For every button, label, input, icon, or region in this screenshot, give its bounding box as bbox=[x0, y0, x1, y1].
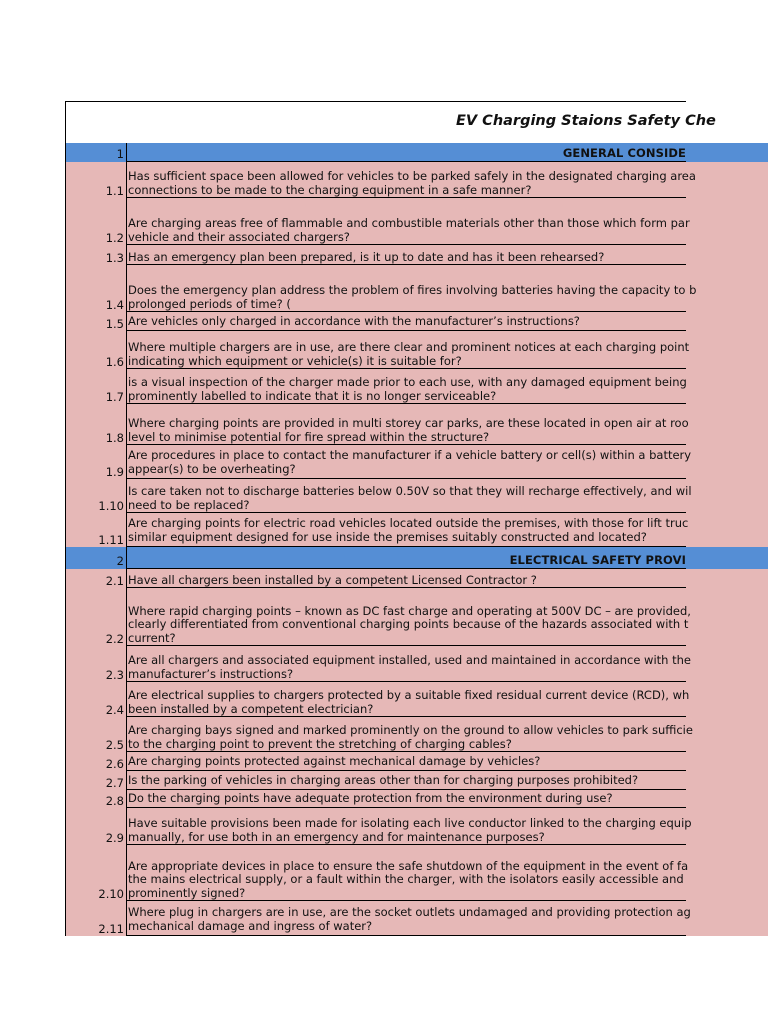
question-text bbox=[128, 860, 688, 901]
item-number: 1.6 bbox=[105, 354, 124, 369]
section-header-row[interactable] bbox=[65, 143, 768, 162]
question-text bbox=[128, 170, 696, 197]
text-line: Is care taken not to discharge batteries below 0.50V so that they will recharge effectively, and wil bbox=[128, 484, 692, 498]
question-cell[interactable] bbox=[127, 845, 689, 901]
text-line: the mains electrical supply, or a fault within the charger, with the isolators easily accessible and bbox=[128, 872, 684, 886]
checklist-row[interactable] bbox=[65, 312, 768, 331]
section-header-row[interactable] bbox=[65, 547, 768, 569]
checklist-row[interactable] bbox=[65, 513, 768, 547]
text-line: prominently signed? bbox=[128, 885, 246, 900]
text-line: GENERAL CONSIDE bbox=[562, 145, 686, 160]
checklist-row[interactable] bbox=[65, 845, 768, 901]
text-line: need to be replaced? bbox=[128, 497, 250, 512]
item-number-cell bbox=[65, 547, 127, 569]
question-cell[interactable] bbox=[127, 513, 689, 547]
item-number-cell bbox=[65, 369, 127, 404]
question-cell[interactable] bbox=[127, 771, 686, 790]
item-number-cell bbox=[65, 717, 127, 752]
checklist-row[interactable] bbox=[65, 771, 768, 790]
question-text bbox=[128, 906, 691, 933]
text-line: Are electrical supplies to chargers protected by a suitable fixed residual current device (RCD), wh bbox=[128, 688, 690, 702]
item-number-cell bbox=[65, 588, 127, 646]
text-line: been installed by a competent electrician? bbox=[128, 701, 374, 716]
item-number-cell bbox=[65, 682, 127, 717]
item-number: 2.9 bbox=[105, 830, 124, 845]
text-line: Has sufficient space been allowed for vehicles to be parked safely in the designated charging area bbox=[128, 169, 696, 183]
item-number-cell bbox=[65, 771, 127, 790]
title-cell[interactable] bbox=[65, 101, 716, 143]
item-number-cell bbox=[65, 404, 127, 445]
checklist-row[interactable] bbox=[65, 717, 768, 752]
question-text bbox=[128, 755, 540, 769]
item-number-cell bbox=[65, 845, 127, 901]
text-line: Are all chargers and associated equipment installed, used and maintained in accordance with the bbox=[128, 653, 691, 667]
question-text bbox=[128, 376, 687, 403]
question-text bbox=[128, 817, 692, 844]
checklist-row[interactable] bbox=[65, 245, 768, 265]
text-line: prolonged periods of time? ( bbox=[128, 296, 291, 311]
question-cell[interactable] bbox=[127, 331, 690, 369]
question-cell[interactable] bbox=[127, 369, 686, 404]
item-number-cell bbox=[65, 198, 127, 245]
question-cell[interactable] bbox=[127, 790, 686, 808]
question-text bbox=[128, 485, 692, 512]
question-cell[interactable] bbox=[127, 588, 691, 646]
item-number: 1.9 bbox=[105, 464, 124, 479]
question-text bbox=[128, 517, 688, 544]
question-text bbox=[128, 449, 691, 476]
item-number: 1.8 bbox=[105, 430, 124, 445]
item-number-cell bbox=[65, 162, 127, 198]
question-text bbox=[128, 792, 613, 806]
item-number: 1.7 bbox=[105, 389, 124, 404]
text-line: connections to be made to the charging equipment in a safe manner? bbox=[128, 182, 532, 197]
item-number: 2.7 bbox=[105, 775, 124, 790]
question-text bbox=[128, 341, 689, 368]
text-line: Have suitable provisions been made for isolating each live conductor linked to the charging equip bbox=[128, 816, 692, 830]
question-text bbox=[128, 689, 689, 716]
item-number: 1.11 bbox=[98, 532, 124, 547]
item-number: 2.8 bbox=[105, 793, 124, 808]
checklist-row[interactable] bbox=[65, 901, 768, 936]
item-number-cell bbox=[65, 265, 127, 312]
text-line: level to minimise potential for fire spread within the structure? bbox=[128, 429, 490, 444]
item-number: 2.6 bbox=[105, 756, 124, 771]
item-number: 1.3 bbox=[105, 250, 124, 265]
text-line: similar equipment designed for use inside the premises suitably constructed and located? bbox=[128, 529, 647, 544]
question-cell[interactable] bbox=[127, 445, 692, 479]
text-line: manually, for use both in an emergency and for maintenance purposes? bbox=[128, 829, 545, 844]
section-title bbox=[510, 554, 686, 568]
checklist-row[interactable] bbox=[65, 265, 768, 312]
text-line: Where plug in chargers are in use, are the socket outlets undamaged and providing protection ag bbox=[128, 905, 691, 919]
question-cell[interactable] bbox=[127, 808, 692, 845]
question-cell[interactable] bbox=[127, 162, 696, 198]
text-line: Where charging points are provided in multi storey car parks, are these located in open air at roo bbox=[128, 416, 689, 430]
question-cell[interactable] bbox=[127, 479, 692, 513]
question-cell[interactable] bbox=[127, 312, 686, 331]
item-number: 1 bbox=[116, 146, 124, 161]
text-line: Are charging areas free of flammable and combustible materials other than those which form par bbox=[128, 216, 690, 230]
section-title bbox=[563, 147, 686, 161]
item-number: 2 bbox=[116, 553, 124, 568]
text-line: Are procedures in place to contact the manufacturer if a vehicle battery or cell(s) within a battery bbox=[128, 448, 692, 462]
text-line: Have all chargers been installed by a competent Licensed Contractor ? bbox=[128, 572, 537, 587]
question-text bbox=[128, 417, 689, 444]
item-number-cell bbox=[65, 513, 127, 547]
text-line: Are charging points for electric road vehicles located outside the premises, with those for lift truc bbox=[128, 516, 689, 530]
text-line: Has an emergency plan been prepared, is it up to date and has it been rehearsed? bbox=[128, 249, 605, 264]
question-text bbox=[128, 315, 580, 329]
checklist-row[interactable] bbox=[65, 198, 768, 245]
item-number: 2.3 bbox=[105, 667, 124, 682]
item-number: 2.4 bbox=[105, 702, 124, 717]
item-number-cell bbox=[65, 331, 127, 369]
item-number-cell bbox=[65, 143, 127, 162]
item-number-cell bbox=[65, 312, 127, 331]
checklist-row[interactable] bbox=[65, 162, 768, 198]
text-line: manufacturer’s instructions? bbox=[128, 666, 294, 681]
item-number-cell bbox=[65, 901, 127, 936]
question-text bbox=[128, 284, 696, 311]
question-cell[interactable] bbox=[127, 404, 689, 445]
question-cell[interactable] bbox=[127, 198, 690, 245]
checklist-row[interactable] bbox=[65, 445, 768, 479]
text-line: prominently labelled to indicate that it is no longer serviceable? bbox=[128, 388, 497, 403]
question-cell[interactable] bbox=[127, 569, 686, 588]
question-cell[interactable] bbox=[127, 682, 690, 717]
item-number-cell bbox=[65, 646, 127, 682]
text-line: vehicle and their associated chargers? bbox=[128, 229, 350, 244]
section-title-cell[interactable] bbox=[127, 547, 686, 569]
question-cell[interactable] bbox=[127, 717, 693, 752]
text-line: indicating which equipment or vehicle(s) it is suitable for? bbox=[128, 353, 462, 368]
item-number-cell bbox=[65, 245, 127, 265]
item-number-cell bbox=[65, 569, 127, 588]
question-text bbox=[128, 251, 604, 265]
question-cell[interactable] bbox=[127, 646, 691, 682]
question-cell[interactable] bbox=[127, 752, 686, 771]
text-line: clearly differentiated from conventional charging points because of the hazards associated with t bbox=[128, 617, 689, 631]
item-number-cell bbox=[65, 445, 127, 479]
checklist-row[interactable] bbox=[65, 752, 768, 771]
text-line: Are vehicles only charged in accordance with the manufacturer’s instructions? bbox=[128, 313, 580, 328]
text-line: Are charging points protected against mechanical damage by vehicles? bbox=[128, 753, 541, 768]
text-line: Where rapid charging points – known as DC fast charge and operating at 500V DC – are provided, bbox=[128, 603, 691, 618]
text-line: appear(s) to be overheating? bbox=[128, 461, 296, 476]
item-number: 2.2 bbox=[105, 631, 124, 646]
checklist-row[interactable] bbox=[65, 404, 768, 445]
item-number: 2.1 bbox=[105, 573, 124, 588]
checklist-row[interactable] bbox=[65, 588, 768, 646]
question-text bbox=[128, 774, 638, 788]
item-number-cell bbox=[65, 790, 127, 808]
text-line: Are appropriate devices in place to ensure the safe shutdown of the equipment in the event of fa bbox=[128, 858, 689, 873]
text-line: ELECTRICAL SAFETY PROVI bbox=[509, 552, 686, 567]
checklist-row[interactable] bbox=[65, 682, 768, 717]
item-number: 2.10 bbox=[98, 886, 124, 901]
checklist-row[interactable] bbox=[65, 479, 768, 513]
item-number: 2.11 bbox=[98, 921, 124, 936]
checklist-row[interactable] bbox=[65, 808, 768, 845]
sheet-title: EV Charging Staions Safety Che bbox=[456, 113, 716, 129]
question-cell[interactable] bbox=[127, 245, 686, 265]
question-text bbox=[128, 217, 690, 244]
checklist-row[interactable] bbox=[65, 569, 768, 588]
question-text bbox=[128, 605, 691, 646]
item-number: 1.5 bbox=[105, 316, 124, 331]
question-cell[interactable] bbox=[127, 265, 697, 312]
checklist-row[interactable] bbox=[65, 331, 768, 369]
item-number: 2.5 bbox=[105, 737, 124, 752]
section-title-cell[interactable] bbox=[127, 143, 686, 162]
text-line: Do the charging points have adequate protection from the environment during use? bbox=[128, 790, 613, 805]
checklist-row[interactable] bbox=[65, 369, 768, 404]
text-line: current? bbox=[128, 630, 176, 645]
question-cell[interactable] bbox=[127, 901, 691, 936]
text-line: is a visual inspection of the charger made prior to each use, with any damaged equipment being bbox=[128, 375, 687, 389]
item-number: 1.4 bbox=[105, 297, 124, 312]
text-line: Is the parking of vehicles in charging areas other than for charging purposes prohibited? bbox=[128, 772, 639, 787]
checklist-row[interactable] bbox=[65, 646, 768, 682]
item-number-cell bbox=[65, 479, 127, 513]
text-line: Does the emergency plan address the problem of fires involving batteries having the capacity to b bbox=[128, 283, 697, 297]
item-number: 1.1 bbox=[105, 183, 124, 198]
question-text bbox=[128, 654, 691, 681]
item-number: 1.2 bbox=[105, 230, 124, 245]
text-line: Where multiple chargers are in use, are there clear and prominent notices at each charging point bbox=[128, 340, 690, 354]
item-number: 1.10 bbox=[98, 498, 124, 513]
item-number-cell bbox=[65, 752, 127, 771]
checklist-row[interactable] bbox=[65, 790, 768, 808]
text-line: to the charging point to prevent the stretching of charging cables? bbox=[128, 736, 512, 751]
item-number-cell bbox=[65, 808, 127, 845]
question-text bbox=[128, 574, 537, 588]
text-line: Are charging bays signed and marked prominently on the ground to allow vehicles to park sufficie bbox=[128, 723, 693, 737]
text-line: mechanical damage and ingress of water? bbox=[128, 918, 373, 933]
question-text bbox=[128, 724, 693, 751]
